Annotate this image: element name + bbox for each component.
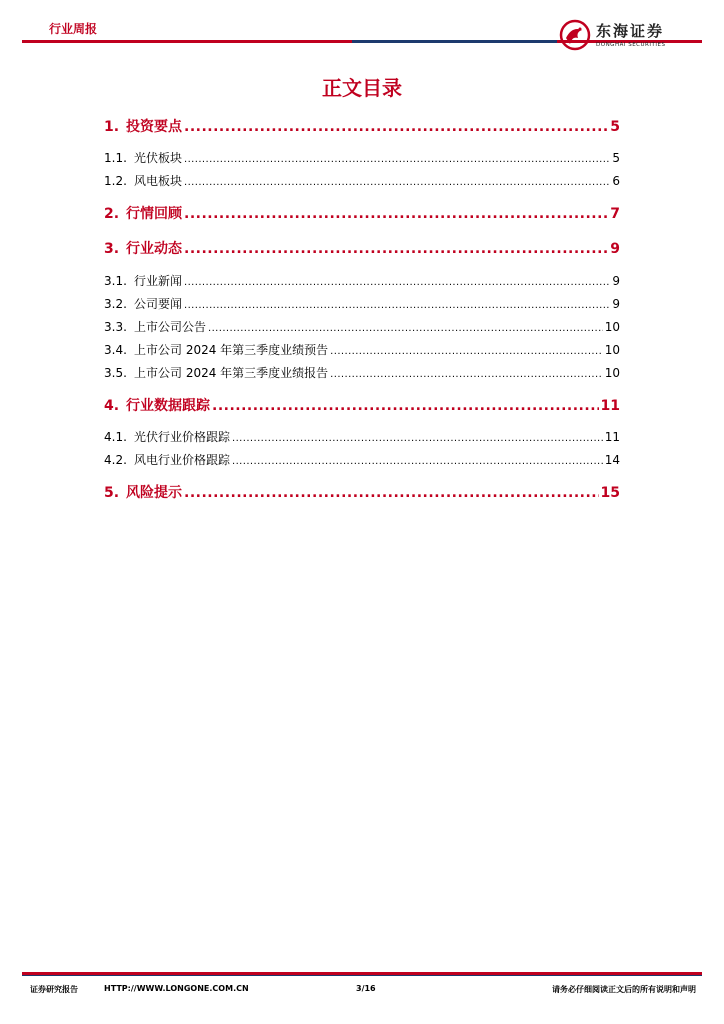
toc-entry-number: 3.	[104, 241, 120, 257]
footer-page-number: 3/16	[356, 984, 376, 993]
toc-dot-leader	[232, 430, 603, 444]
toc-entry-number: 3.5.	[104, 366, 127, 380]
toc-entry-page: 10	[604, 366, 620, 380]
toc-entry[interactable]	[104, 395, 620, 415]
toc-entry-number: 4.1.	[104, 430, 127, 444]
toc-entry-label: 上市公司 2024 年第三季度业绩报告	[134, 366, 329, 380]
toc-entry[interactable]	[104, 272, 620, 289]
toc-dot-leader	[184, 151, 610, 165]
footer-report-type: 证券研究报告	[30, 985, 78, 994]
toc-entry-number: 3.3.	[104, 320, 127, 334]
header-section-label: 行业周报	[49, 22, 98, 36]
toc-entry-label: 行情回顾	[126, 206, 182, 222]
toc-dot-leader	[184, 297, 610, 311]
dragon-logo-icon	[558, 18, 592, 52]
toc-entry-label: 风电行业价格跟踪	[134, 453, 231, 467]
toc-entry-page: 14	[604, 453, 620, 467]
toc-entry-label: 投资要点	[126, 119, 182, 135]
toc-entry-label: 光伏板块	[134, 151, 183, 165]
toc-entry-page: 15	[600, 485, 620, 501]
toc-entry-number: 4.2.	[104, 453, 127, 467]
logo-text-en: DONGHAI SECURITIES	[596, 42, 666, 48]
header-rule-blue	[352, 40, 557, 43]
toc-entry-page: 6	[612, 174, 620, 188]
toc-entry-label: 行业动态	[126, 241, 182, 257]
toc-entry[interactable]	[104, 341, 620, 358]
toc-dot-leader	[208, 320, 603, 334]
toc-entry-number: 5.	[104, 485, 120, 501]
toc-entry-label: 风险提示	[126, 485, 182, 501]
toc-dot-leader	[184, 119, 608, 135]
toc-entry-page: 9	[612, 297, 620, 311]
toc-entry-page: 9	[612, 274, 620, 288]
toc-entry-label: 上市公司 2024 年第三季度业绩预告	[134, 343, 329, 357]
toc-dot-leader	[184, 206, 608, 222]
toc-dot-leader	[184, 485, 599, 501]
toc-entry[interactable]	[104, 116, 620, 136]
toc-dot-leader	[212, 398, 599, 414]
toc-entry-page: 10	[604, 343, 620, 357]
toc-entry-label: 公司要闻	[134, 297, 183, 311]
footer-rule-blue	[22, 975, 702, 976]
toc-entry[interactable]	[104, 172, 620, 189]
toc-entry-number: 1.2.	[104, 174, 127, 188]
toc-entry[interactable]	[104, 318, 620, 335]
toc-entry-number: 3.4.	[104, 343, 127, 357]
toc-dot-leader	[232, 453, 603, 467]
toc-entry-page: 11	[604, 430, 620, 444]
toc-entry-page: 9	[610, 241, 620, 257]
toc-entry-label: 光伏行业价格跟踪	[134, 430, 231, 444]
toc-entry-number: 1.1.	[104, 151, 127, 165]
toc-entry-page: 5	[610, 119, 620, 135]
toc-entry[interactable]	[104, 428, 620, 445]
toc-entry-number: 3.2.	[104, 297, 127, 311]
toc-dot-leader	[184, 274, 610, 288]
footer-website-link[interactable]: HTTP://WWW.LONGONE.COM.CN	[104, 984, 249, 993]
toc-entry[interactable]	[104, 451, 620, 468]
toc-entry-page: 10	[604, 320, 620, 334]
toc-entry-number: 1.	[104, 119, 120, 135]
toc-entry-label: 行业新闻	[134, 274, 183, 288]
toc-entry-page: 5	[612, 151, 620, 165]
toc-entry-number: 2.	[104, 206, 120, 222]
toc-dot-leader	[330, 366, 603, 380]
toc-entry[interactable]	[104, 149, 620, 166]
toc-entry-number: 4.	[104, 398, 120, 414]
toc-entry-label: 上市公司公告	[134, 320, 207, 334]
toc-entry[interactable]	[104, 238, 620, 258]
company-logo	[558, 18, 708, 58]
toc-dot-leader	[184, 241, 608, 257]
toc-dot-leader	[330, 343, 603, 357]
toc-entry-label: 行业数据跟踪	[126, 398, 210, 414]
toc-entry-number: 3.1.	[104, 274, 127, 288]
toc-entry[interactable]	[104, 203, 620, 223]
toc-entry[interactable]	[104, 482, 620, 502]
toc-entry-label: 风电板块	[134, 174, 183, 188]
toc-entry[interactable]	[104, 295, 620, 312]
page-title: 正文目录	[322, 76, 402, 100]
footer-disclaimer: 请务必仔细阅读正文后的所有说明和声明	[552, 985, 696, 994]
toc-entry-page: 7	[610, 206, 620, 222]
logo-text-cn: 东海证券	[596, 22, 665, 40]
toc-dot-leader	[184, 174, 610, 188]
toc-entry-page: 11	[600, 398, 620, 414]
toc-entry[interactable]	[104, 364, 620, 381]
header-rule-red	[22, 40, 352, 43]
